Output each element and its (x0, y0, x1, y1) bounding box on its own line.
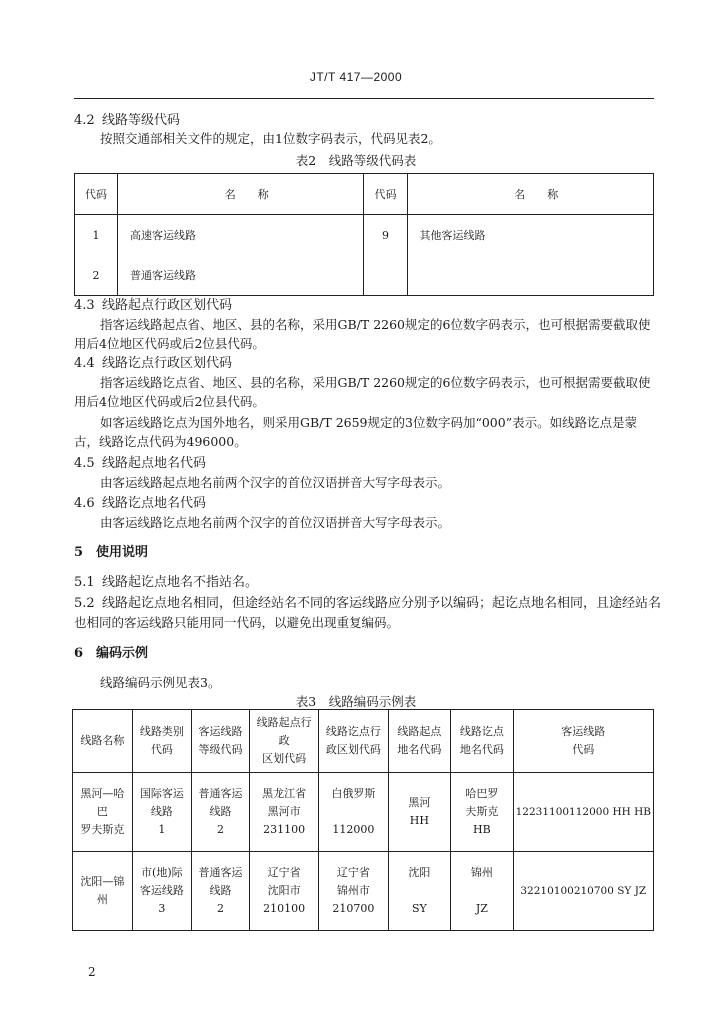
section-4-5-body: 由客运线路起点地名前两个汉字的首位汉语拼音大写字母表示。 (100, 475, 451, 490)
section-5-heading: 5 使用说明 (74, 545, 149, 560)
section-4-4-body-2: 用后4位地区代码或后2位县代码。 (74, 394, 265, 409)
section-4-6-heading: 4.6 线路讫点地名代码 (74, 496, 207, 511)
table2-head-code2: 代码 (364, 174, 407, 215)
table2-header-row (75, 174, 654, 215)
table3-cell: 哈巴罗 夫斯克 HB (451, 773, 513, 852)
table3-head-cell: 线路起点 地名代码 (388, 710, 451, 773)
table2-cell: 普通客运线路 (118, 255, 364, 296)
table2-head-name2: 名 称 (407, 174, 653, 215)
section-4-6-body: 由客运线路讫点地名前两个汉字的首位汉语拼音大写字母表示。 (100, 515, 451, 530)
table-3 (72, 709, 654, 931)
section-5-2-line-2: 也相同的客运线路只能用同一代码，以避免出现重复编码。 (74, 615, 400, 630)
table3-caption: 表3 线路编码示例表 (295, 694, 417, 709)
table2-cell (364, 255, 407, 296)
table3-cell: 黑龙江省 黑河市 231100 (249, 773, 318, 852)
page-number: 2 (88, 965, 96, 979)
table2-head-name: 名 称 (118, 174, 364, 215)
table2-cell: 2 (75, 255, 118, 296)
table2-cell: 高速客运线路 (118, 215, 364, 256)
table3-head-cell: 客运线路 等级代码 (191, 710, 249, 773)
section-6-heading: 6 编码示例 (74, 646, 149, 661)
table2-cell: 9 (364, 215, 407, 256)
section-4-3-body-2: 用后4位地区代码或后2位县代码。 (74, 336, 265, 351)
table-row (75, 215, 654, 256)
table3-head-cell: 线路讫点 地名代码 (451, 710, 513, 773)
table3-cell: 白俄罗斯 112000 (319, 773, 388, 852)
table3-head-cell: 线路讫点行 政区划代码 (319, 710, 388, 773)
table3-cell: 沈阳 SY (388, 852, 451, 931)
table3-cell: 辽宁省 锦州市 210700 (319, 852, 388, 931)
table3-cell: 辽宁省 沈阳市 210100 (249, 852, 318, 931)
table-row (73, 773, 654, 852)
section-6-body: 线路编码示例见表3。 (100, 675, 221, 690)
section-4-4-body-3: 如客运线路讫点为国外地名，则采用GB/T 2659规定的3位数字码加“000”表示。如线路讫点是蒙 (100, 415, 638, 430)
table2-cell: 1 (75, 215, 118, 256)
section-4-4-heading: 4.4 线路讫点行政区划代码 (74, 356, 233, 371)
table3-cell: 黑河 HH (388, 773, 451, 852)
section-5-2-line-1: 5.2 线路起讫点地名相同，但途经站名不同的客运线路应分别予以编码；起讫点地名相同，且途经站名 (74, 596, 662, 611)
table3-cell: 国际客运 线路 1 (132, 773, 191, 852)
section-4-3-heading: 4.3 线路起点行政区划代码 (74, 298, 233, 313)
table3-cell: 沈阳—锦州 (73, 852, 133, 931)
section-4-4-body-4: 古，线路讫点代码为496000。 (74, 434, 247, 449)
table3-head-cell: 客运线路 代码 (513, 710, 653, 773)
table3-cell: 普通客运 线路 2 (191, 852, 249, 931)
section-4-2-heading: 4.2 线路等级代码 (74, 113, 181, 128)
table3-cell: 12231100112000 HH HB (513, 773, 653, 852)
table2-cell (407, 255, 653, 296)
page-header: JT/T 417—2000 (309, 70, 403, 84)
table3-cell: 普通客运 线路 2 (191, 773, 249, 852)
header-rule (74, 98, 654, 99)
section-4-4-body-1: 指客运线路讫点省、地区、县的名称，采用GB/T 2260规定的6位数字码表示，也可根据需要截取使 (100, 375, 651, 390)
table3-cell: 市(地)际 客运线路 3 (132, 852, 191, 931)
table3-header-row (73, 710, 654, 773)
table2-cell: 其他客运线路 (407, 215, 653, 256)
section-4-3-body-1: 指客运线路起点省、地区、县的名称，采用GB/T 2260规定的6位数字码表示，也可根据需要截取使 (100, 317, 651, 332)
table3-cell: 32210100210700 SY JZ (513, 852, 653, 931)
table3-head-cell: 线路名称 (73, 710, 133, 773)
table2-caption: 表2 线路等级代码表 (295, 153, 417, 168)
table3-cell: 锦州 JZ (451, 852, 513, 931)
section-4-2-body: 按照交通部相关文件的规定，由1位数字码表示，代码见表2。 (100, 131, 441, 146)
table3-head-cell: 线路起点行政 区划代码 (249, 710, 318, 773)
table2-head-code: 代码 (75, 174, 118, 215)
table-row (73, 852, 654, 931)
table-2 (74, 173, 654, 296)
table3-head-cell: 线路类别 代码 (132, 710, 191, 773)
section-5-1: 5.1 线路起讫点地名不指站名。 (74, 575, 259, 590)
section-4-5-heading: 4.5 线路起点地名代码 (74, 456, 207, 471)
table3-cell: 黑河—哈巴 罗夫斯克 (73, 773, 133, 852)
table-row (75, 255, 654, 296)
